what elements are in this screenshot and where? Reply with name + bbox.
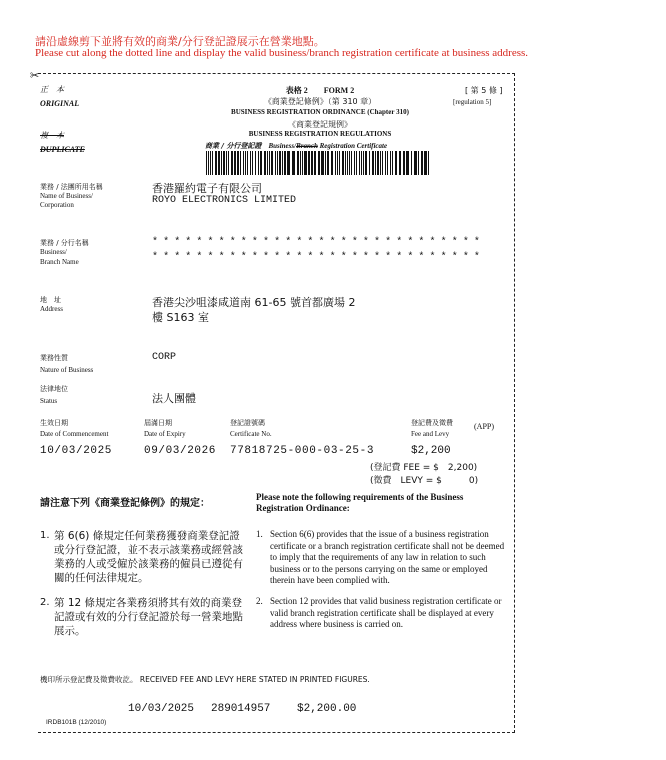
barcode-bar (375, 151, 376, 175)
barcode-bar (271, 151, 273, 175)
barcode-bar (311, 151, 313, 175)
fee-label-cn: 登記費及徵費 (411, 419, 453, 427)
barcode-bar (314, 151, 316, 175)
nature-label-en: Nature of Business (40, 366, 94, 374)
barcode-bar (392, 151, 393, 175)
barcode-bar (284, 151, 286, 175)
barcode-bar (325, 151, 326, 175)
barcode-bar (365, 151, 367, 175)
branch-label-en2: Branch Name (40, 258, 79, 266)
regulations-en: BUSINESS REGISTRATION REGULATIONS (248, 130, 392, 138)
barcode-bar (234, 151, 236, 175)
expiry-value: 09/03/2026 (144, 445, 217, 457)
barcode-bar (282, 151, 283, 175)
schedule-ref: [ 第 5 條 ] (465, 86, 503, 95)
nature-value: CORP (152, 352, 177, 363)
barcode-bar (380, 151, 381, 175)
commencement-value: 10/03/2025 (40, 445, 113, 457)
barcode-bar (260, 151, 262, 175)
barcode-graphic (206, 151, 432, 175)
barcode-bar (403, 151, 405, 175)
status-label-en: Status (40, 397, 58, 405)
business-name-cn: 香港羅約電子有限公司 (152, 182, 262, 195)
nature-label-cn: 業務性質 (40, 354, 68, 362)
branch-label-en1: Business/ (40, 248, 67, 256)
barcode-bar (208, 151, 209, 175)
certificate-number: 77818725-000-03-25-3 (230, 445, 375, 457)
address-label-cn: 地 址 (40, 296, 61, 304)
name-label-cn: 業務 / 法團所用名稱 (40, 183, 103, 191)
barcode-bar (212, 151, 213, 175)
barcode-bar (342, 151, 344, 175)
receipt-amount: $2,200.00 (297, 703, 357, 715)
receipt-text: 機印所示登記費及徵費收訖。 RECEIVED FEE AND LEVY HERE STATED IN PRINTED FIGURES. (40, 675, 370, 684)
cut-warning-english: Please cut along the dotted line and display the valid business/branch registration certificate at business address. (35, 47, 529, 59)
barcode-bar (226, 151, 227, 175)
barcode-bar (351, 151, 352, 175)
barcode-bar (337, 151, 338, 175)
notes-heading-en: Please note the following requirements of the Business Registration Ordinance: (256, 492, 464, 513)
note-2-number-cn: 2. (40, 597, 50, 608)
address-line-2: 樓 S163 室 (152, 311, 209, 324)
regulations-cn: 《商業登記規例》 (288, 120, 352, 129)
barcode-bar (237, 151, 239, 175)
barcode-bar (228, 151, 229, 175)
certificate-type-en-suffix: Registration Certificate (317, 142, 388, 150)
fee-breakdown: (登記費 FEE = $ 2,200) (370, 463, 478, 473)
barcode-bar (395, 151, 397, 175)
note-1-number-en: 1. (256, 529, 263, 539)
barcode-bar (372, 151, 374, 175)
barcode-bar (264, 151, 266, 175)
barcode-bar (385, 151, 386, 175)
barcode-bar (387, 151, 388, 175)
barcode-bar (345, 151, 346, 175)
barcode-bar (349, 151, 350, 175)
barcode-bar (363, 151, 364, 175)
barcode-bar (245, 151, 246, 175)
levy-breakdown: (徵費 LEVY = $ 0) (370, 476, 479, 486)
commencement-label-cn: 生效日期 (40, 419, 68, 427)
certificate-type-en-prefix: Business/ (268, 142, 297, 150)
original-label-cn: 正 本 (40, 85, 64, 94)
barcode-bar (304, 151, 307, 175)
barcode-bar (210, 151, 211, 175)
barcode-bar (377, 151, 379, 175)
barcode-bar (390, 151, 391, 175)
barcode-bar (418, 151, 419, 175)
receipt-number: 289014957 (211, 703, 271, 715)
fee-label-en: Fee and Levy (411, 430, 450, 438)
certificate-label-cn: 登記證號碼 (230, 419, 265, 427)
note-2-number-en: 2. (256, 596, 263, 606)
barcode-bar (231, 151, 233, 175)
original-label-en: ORIGINAL (40, 99, 80, 108)
barcode-bar (247, 151, 248, 175)
note-2-en: Section 12 provides that valid business registration certificate or valid branch registration certificate shall be displayed at every address where business is carried on. (270, 596, 502, 629)
barcode-bar (359, 151, 360, 175)
barcode-bar (297, 151, 299, 175)
certificate-label-en: Certificate No. (230, 430, 272, 438)
scissors-icon: ✂ (30, 69, 40, 82)
branch-name-mask-1: ****************************** (152, 237, 486, 248)
barcode-bar (255, 151, 256, 175)
regulation-ref: [regulation 5] (453, 98, 492, 106)
barcode-bar (302, 151, 303, 175)
barcode-bar (411, 151, 412, 175)
barcode-bar (267, 151, 268, 175)
barcode-bar (318, 151, 320, 175)
ordinance-en: BUSINESS REGISTRATION ORDINANCE (Chapter 310) (231, 108, 409, 116)
barcode-bar (279, 151, 281, 175)
barcode-bar (347, 151, 348, 175)
barcode-bar (243, 151, 244, 175)
barcode-bar (300, 151, 301, 175)
barcode-bar (421, 151, 423, 175)
certificate-type-en-branch: Branch (296, 142, 318, 150)
status-value: 法人團體 (152, 392, 196, 405)
barcode-bar (287, 151, 290, 175)
barcode-bar (406, 151, 409, 175)
certificate-type-title (205, 141, 387, 151)
duplicate-label-en: DUPLICATE (40, 145, 85, 154)
commencement-label-en: Date of Commencement (40, 430, 109, 438)
note-1-number-cn: 1. (40, 530, 50, 541)
barcode-bar (277, 151, 278, 175)
barcode-bar (250, 151, 251, 175)
barcode-bar (221, 151, 222, 175)
barcode-bar (292, 151, 295, 175)
barcode-bar (269, 151, 270, 175)
duplicate-label-cn: 複 本 (40, 131, 64, 140)
ordinance-cn: 《商業登記條例》（第 310 章） (263, 97, 377, 106)
barcode-bar (206, 151, 207, 175)
barcode-bar (223, 151, 225, 175)
expiry-label-en: Date of Expiry (144, 430, 186, 438)
barcode-bar (240, 151, 241, 175)
certificate-type-cn: 商業 / 分行登記證 (205, 142, 262, 150)
barcode-bar (424, 151, 427, 175)
barcode-bar (252, 151, 253, 175)
barcode-bar (339, 151, 340, 175)
barcode-bar (321, 151, 324, 175)
receipt-date: 10/03/2025 (128, 703, 195, 715)
note-2-cn: 第 12 條規定各業務須將其有效的商業登記證或有效的分行登記證於每一營業地點展示。 (54, 597, 243, 637)
fee-app-tag: (APP) (474, 422, 495, 431)
branch-label-cn: 業務 / 分行名稱 (40, 239, 89, 247)
note-1-en: Section 6(6) provides that the issue of a business registration certificate or a branch registration certificate shall not be deemed to imply that the requirements of any law in relation to such business or to the persons carrying on the same or employed therein have been complied with. (270, 529, 505, 585)
business-name-en: ROYO ELECTRONICS LIMITED (152, 195, 297, 206)
name-label-en2: Corporation (40, 201, 74, 209)
fee-total-value: $2,200 (411, 445, 451, 457)
barcode-bar (335, 151, 336, 175)
name-label-en1: Name of Business/ (40, 192, 93, 200)
barcode-bar (382, 151, 383, 175)
cut-warning-chinese: 請沿虛線剪下並將有效的商業/分行登記證展示在營業地點。 (35, 35, 325, 48)
barcode-bar (361, 151, 362, 175)
address-line-1: 香港尖沙咀漆咸道南 61-65 號首都廣場 2 (152, 296, 356, 309)
status-label-cn: 法律地位 (40, 385, 68, 393)
barcode-bar (218, 151, 220, 175)
address-label-en: Address (40, 305, 63, 313)
branch-name-mask-2: ****************************** (152, 252, 486, 263)
expiry-label-cn: 屆滿日期 (144, 419, 172, 427)
barcode-bar (275, 151, 276, 175)
barcode-bar (308, 151, 310, 175)
barcode-bar (354, 151, 355, 175)
barcode-bar (369, 151, 370, 175)
barcode-bar (215, 151, 217, 175)
note-1-cn: 第 6(6) 條規定任何業務獲發商業登記證或分行登記證，並不表示該業務或經營該業務的人或受僱於該業務的僱員已遵從有關的任何法律規定。 (54, 530, 243, 584)
barcode-bar (356, 151, 357, 175)
barcode-bar (414, 151, 417, 175)
notes-heading-cn: 請注意下列《商業登記條例》的規定： (40, 498, 210, 509)
form-code: IRDB101B (12/2010) (46, 719, 107, 726)
barcode-bar (399, 151, 401, 175)
barcode-bar (331, 151, 333, 175)
barcode-bar (327, 151, 329, 175)
form-number: 表格 2 FORM 2 (285, 86, 355, 95)
barcode-bar (428, 151, 429, 175)
barcode-bar (258, 151, 259, 175)
